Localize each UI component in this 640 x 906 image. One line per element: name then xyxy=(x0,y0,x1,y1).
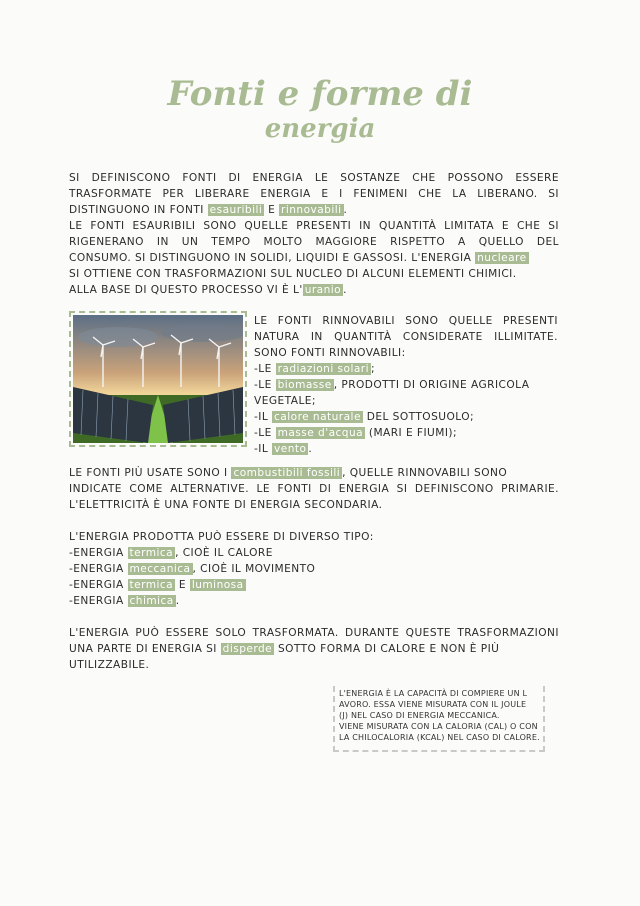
note-line: AVORO. ESSA VIENE MISURATA CON IL JOULE xyxy=(339,700,527,709)
text-line: LE FONTI ESAURIBILI SONO QUELLE PRESENTI IN QUANTITÀ LIMITATA E CHE SI xyxy=(69,220,559,232)
solar-wind-photo xyxy=(69,311,247,447)
tipi-energia-paragraph xyxy=(69,529,559,609)
text-line: LE FONTI PIÙ USATE SONO I combustibili fossili , QUELLE RINNOVABILI SONO xyxy=(69,467,508,479)
list-item: -LE radiazioni solari ; xyxy=(254,363,376,375)
solar-wind-icon xyxy=(73,315,243,443)
text-line: ALLA BASE DI QUESTO PROCESSO VI È L' uranio . xyxy=(69,284,347,296)
text-line: UNA PARTE DI ENERGIA SI disperde SOTTO FORMA DI CALORE E NON È PIÙ xyxy=(69,643,500,655)
text-line: SI OTTIENE CON TRASFORMAZIONI SUL NUCLEO DI ALCUNI ELEMENTI CHIMICI. xyxy=(69,268,517,280)
title-line-2: energia xyxy=(264,114,376,144)
highlight-biomasse: biomasse xyxy=(277,379,332,391)
list-item: -IL vento . xyxy=(254,443,313,455)
esauribili-paragraph xyxy=(69,218,559,298)
fonti-usate-paragraph xyxy=(69,465,559,513)
text-line: VEGETALE; xyxy=(254,395,316,407)
highlight-termica: termica xyxy=(129,579,174,591)
text-line: L'ELETTRICITÀ È UNA FONTE DI ENERGIA SECONDARIA. xyxy=(69,499,383,511)
text-line: NATURA IN QUANTITÀ CONSIDERATE ILLIMITATE. xyxy=(254,331,558,343)
highlight-calore-naturale: calore naturale xyxy=(274,411,361,423)
title-line-1: Fonti e forme di xyxy=(167,74,473,114)
list-item: -ENERGIA termica , CIOÈ IL CALORE xyxy=(69,547,273,559)
definition-note-box xyxy=(333,686,545,752)
text-line: CONSUMO. SI DISTINGUONO IN SOLIDI, LIQUIDI E GASSOSI. L'ENERGIA nucleare xyxy=(69,252,527,264)
list-item: -IL calore naturale DEL SOTTOSUOLO; xyxy=(254,411,475,423)
text-line: TRASFORMATE PER LIBERARE ENERGIA E I FENIMENI CHE LA LIBERANO. SI xyxy=(69,188,559,200)
note-line: VIENE MISURATA CON LA CALORIA (CAL) O CON xyxy=(339,722,538,731)
highlight-nucleare: nucleare xyxy=(477,252,527,264)
highlight-rinnovabili: rinnovabili xyxy=(281,204,342,216)
note-text xyxy=(339,688,539,743)
highlight-luminosa: luminosa xyxy=(191,579,244,591)
trasformazione-paragraph xyxy=(69,625,559,673)
list-item: -LE biomasse , PRODOTTI DI ORIGINE AGRICOLA xyxy=(254,379,530,391)
highlight-disperde: disperde xyxy=(222,643,273,655)
note-line: (J) NEL CASO DI ENERGIA MECCANICA. xyxy=(339,711,500,720)
text-line: UTILIZZABILE. xyxy=(69,659,150,671)
intro-paragraph xyxy=(69,170,559,218)
text-line: L'ENERGIA PRODOTTA PUÒ ESSERE DI DIVERSO TIPO: xyxy=(69,531,374,543)
highlight-chimica: chimica xyxy=(129,595,174,607)
list-item: -ENERGIA termica E luminosa xyxy=(69,579,244,591)
highlight-termica: termica xyxy=(129,547,174,559)
highlight-esauribili: esauribili xyxy=(209,204,263,216)
text-line: L'ENERGIA PUÒ ESSERE SOLO TRASFORMATA. DURANTE QUESTE TRASFORMAZIONI xyxy=(69,627,559,639)
list-item: -ENERGIA chimica . xyxy=(69,595,180,607)
note-line: LA CHILOCALORIA (KCAL) NEL CASO DI CALORE. xyxy=(339,733,540,742)
highlight-radiazioni-solari: radiazioni solari xyxy=(277,363,369,375)
text-line: INDICATE COME ALTERNATIVE. LE FONTI DI ENERGIA SI DEFINISCONO PRIMARIE. xyxy=(69,483,559,495)
text-line: DISTINGUONO IN FONTI esauribili E rinnovabili . xyxy=(69,204,348,216)
note-line: L'ENERGIA È LA CAPACITÀ DI COMPIERE UN L xyxy=(339,689,528,698)
highlight-vento: vento xyxy=(274,443,307,455)
highlight-meccanica: meccanica xyxy=(129,563,191,575)
highlight-combustibili-fossili: combustibili fossili xyxy=(233,467,341,479)
text-line: LE FONTI RINNOVABILI SONO QUELLE PRESENTI xyxy=(254,315,558,327)
highlight-uranio: uranio xyxy=(304,284,342,296)
rinnovabili-paragraph xyxy=(254,313,558,457)
text-line: SONO FONTI RINNOVABILI: xyxy=(254,347,406,359)
list-item: -ENERGIA meccanica , CIOÈ IL MOVIMENTO xyxy=(69,563,316,575)
list-item: -LE masse d'acqua (MARI E FIUMI); xyxy=(254,427,458,439)
text-line: RIGENERANO IN UN TEMPO MOLTO MAGGIORE RISPETTO A QUELLO DEL xyxy=(69,236,559,248)
text-line: SI DEFINISCONO FONTI DI ENERGIA LE SOSTANZE CHE POSSONO ESSERE xyxy=(69,172,559,184)
highlight-masse-acqua: masse d'acqua xyxy=(277,427,364,439)
